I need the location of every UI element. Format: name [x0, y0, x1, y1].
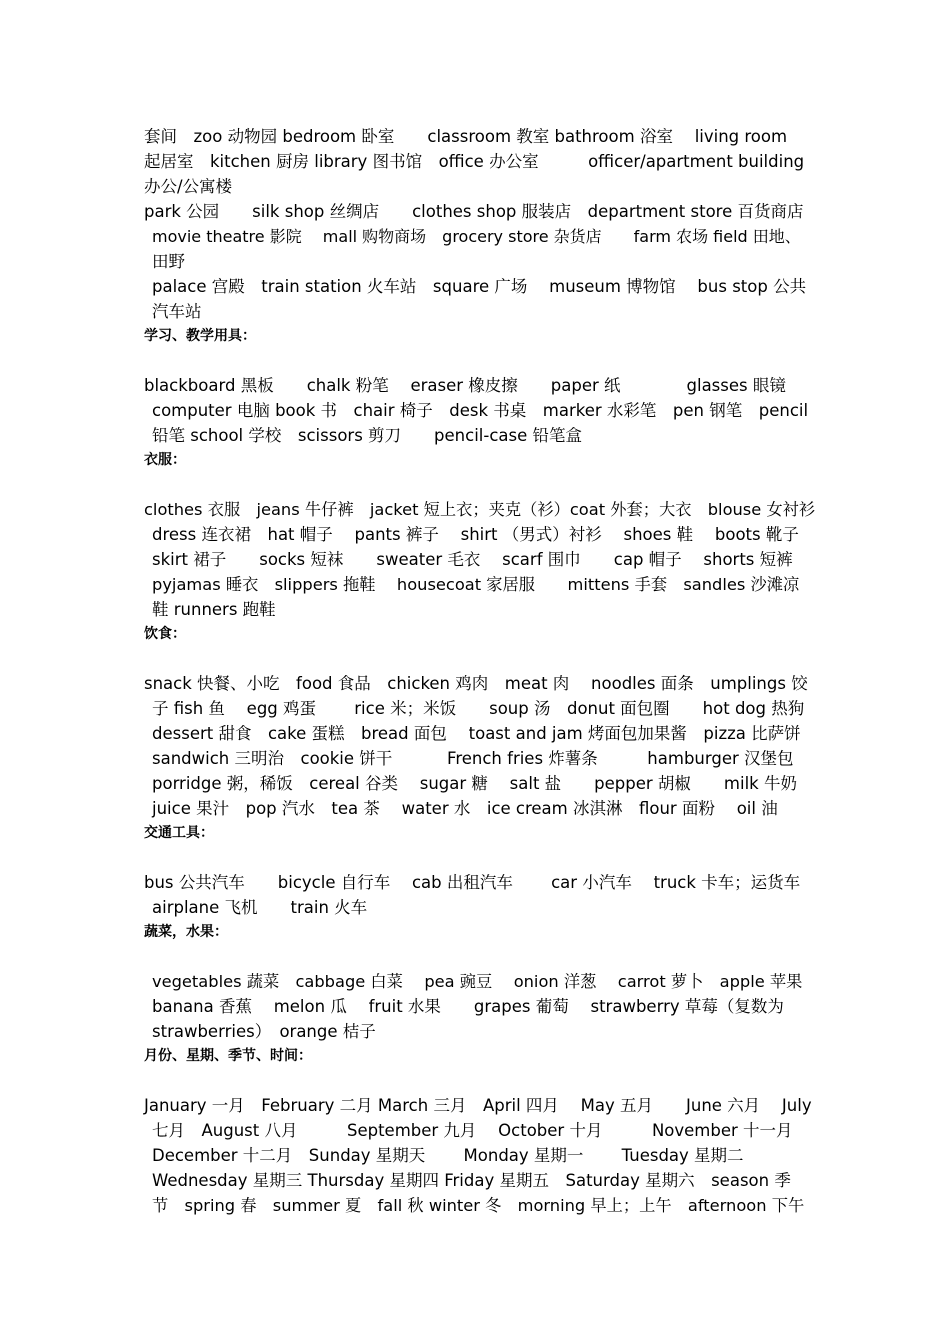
- text-line: pyjamas 睡衣 slippers 拖鞋 housecoat 家居服 mittens 手套 sandles 沙滩凉: [152, 575, 800, 594]
- text-line: December 十二月 Sunday 星期天 Monday 星期一 Tuesday 星期二: [152, 1146, 744, 1165]
- blank-line: [144, 944, 808, 969]
- blank-line: [144, 1068, 808, 1093]
- text-line: sandwich 三明治 cookie 饼干 French fries 炸薯条 hamburger 汉堡包: [152, 749, 794, 768]
- text-line: Wednesday 星期三 Thursday 星期四 Friday 星期五 Saturday 星期六 season 季: [152, 1171, 791, 1190]
- text-line: palace 宫殿 train station 火车站 square 广场 museum 博物馆 bus stop 公共: [152, 277, 807, 296]
- text-line: computer 电脑 book 书 chair 椅子 desk 书桌 marker 水彩笔 pen 钢笔 pencil: [152, 401, 809, 420]
- text-line: 套间 zoo 动物园 bedroom 卧室 classroom 教室 bathroom 浴室 living room: [144, 127, 788, 146]
- text-line: airplane 飞机 train 火车: [152, 898, 368, 917]
- text-line: juice 果汁 pop 汽水 tea 茶 water 水 ice cream 冰淇淋 flour 面粉 oil 油: [152, 799, 778, 818]
- text-line: porridge 粥，稀饭 cereal 谷类 sugar 糖 salt 盐 pepper 胡椒 milk 牛奶: [152, 774, 797, 793]
- section-heading-school-supplies: 学习、教学用具：: [144, 328, 256, 344]
- section-heading-food: 饮食：: [144, 626, 186, 642]
- time-vocabulary: [144, 1093, 812, 1218]
- text-line: bus 公共汽车 bicycle 自行车 cab 出租汽车 car 小汽车 truck 卡车；运货车: [144, 873, 801, 892]
- text-line: 办公/公寓楼: [144, 177, 233, 196]
- text-line: blackboard 黑板 chalk 粉笔 eraser 橡皮擦 paper 纸 glasses 眼镜: [144, 376, 786, 395]
- blank-line: [144, 845, 808, 870]
- section-heading-clothes: 衣服：: [144, 452, 186, 468]
- text-line: 鞋 runners 跑鞋: [152, 600, 276, 619]
- school-supplies-vocabulary: [144, 373, 808, 448]
- clothes-vocabulary: [144, 497, 816, 622]
- text-line: clothes 衣服 jeans 牛仔裤 jacket 短上衣；夹克（衫）coat 外套；大衣 blouse 女衬衫: [144, 500, 816, 519]
- section-heading-transport: 交通工具：: [144, 825, 214, 841]
- text-line: park 公园 silk shop 丝绸店 clothes shop 服装店 department store 百货商店: [144, 202, 804, 221]
- transport-vocabulary: [144, 870, 808, 920]
- food-vocabulary: [144, 671, 808, 821]
- text-line: 田野: [152, 252, 185, 271]
- blank-line: [144, 348, 808, 373]
- document-page: [144, 124, 816, 1218]
- text-line: 子 fish 鱼 egg 鸡蛋 rice 米；米饭 soup 汤 donut 面包圈 hot dog 热狗: [152, 699, 805, 718]
- text-line: 铅笔 school 学校 scissors 剪刀 pencil-case 铅笔盒: [152, 426, 583, 445]
- text-line: snack 快餐、小吃 food 食品 chicken 鸡肉 meat 肉 noodles 面条 umplings 饺: [144, 674, 808, 693]
- text-line: January 一月 February 二月 March 三月 April 四月 May 五月 June 六月 July: [144, 1096, 812, 1115]
- text-line: vegetables 蔬菜 cabbage 白菜 pea 豌豆 onion 洋葱 carrot 萝卜 apple 苹果: [152, 972, 803, 991]
- text-line: strawberries） orange 桔子: [152, 1022, 376, 1041]
- section-heading-fruit-vegetables: 蔬菜，水果：: [144, 924, 228, 940]
- blank-line: [144, 646, 808, 671]
- places-vocabulary: [144, 124, 808, 324]
- text-line: skirt 裙子 socks 短袜 sweater 毛衣 scarf 围巾 cap 帽子 shorts 短裤: [152, 550, 793, 569]
- blank-line: [144, 472, 808, 497]
- text-line: dress 连衣裙 hat 帽子 pants 裤子 shirt （男式）衬衫 shoes 鞋 boots 靴子: [152, 525, 799, 544]
- text-line: movie theatre 影院 mall 购物商场 grocery store 杂货店 farm 农场 field 田地、: [152, 227, 801, 246]
- text-line: 汽车站: [152, 302, 202, 321]
- text-line: 起居室 kitchen 厨房 library 图书馆 office 办公室 officer/apartment building: [144, 152, 805, 171]
- section-heading-time: 月份、星期、季节、时间：: [144, 1048, 312, 1064]
- fruit-vegetables-vocabulary: [144, 969, 808, 1044]
- text-line: dessert 甜食 cake 蛋糕 bread 面包 toast and jam 烤面包加果酱 pizza 比萨饼: [152, 724, 801, 743]
- text-line: 节 spring 春 summer 夏 fall 秋 winter 冬 morning 早上；上午 afternoon 下午: [152, 1196, 805, 1215]
- text-line: 七月 August 八月 September 九月 October 十月 November 十一月: [152, 1121, 793, 1140]
- text-line: banana 香蕉 melon 瓜 fruit 水果 grapes 葡萄 strawberry 草莓（复数为: [152, 997, 784, 1016]
